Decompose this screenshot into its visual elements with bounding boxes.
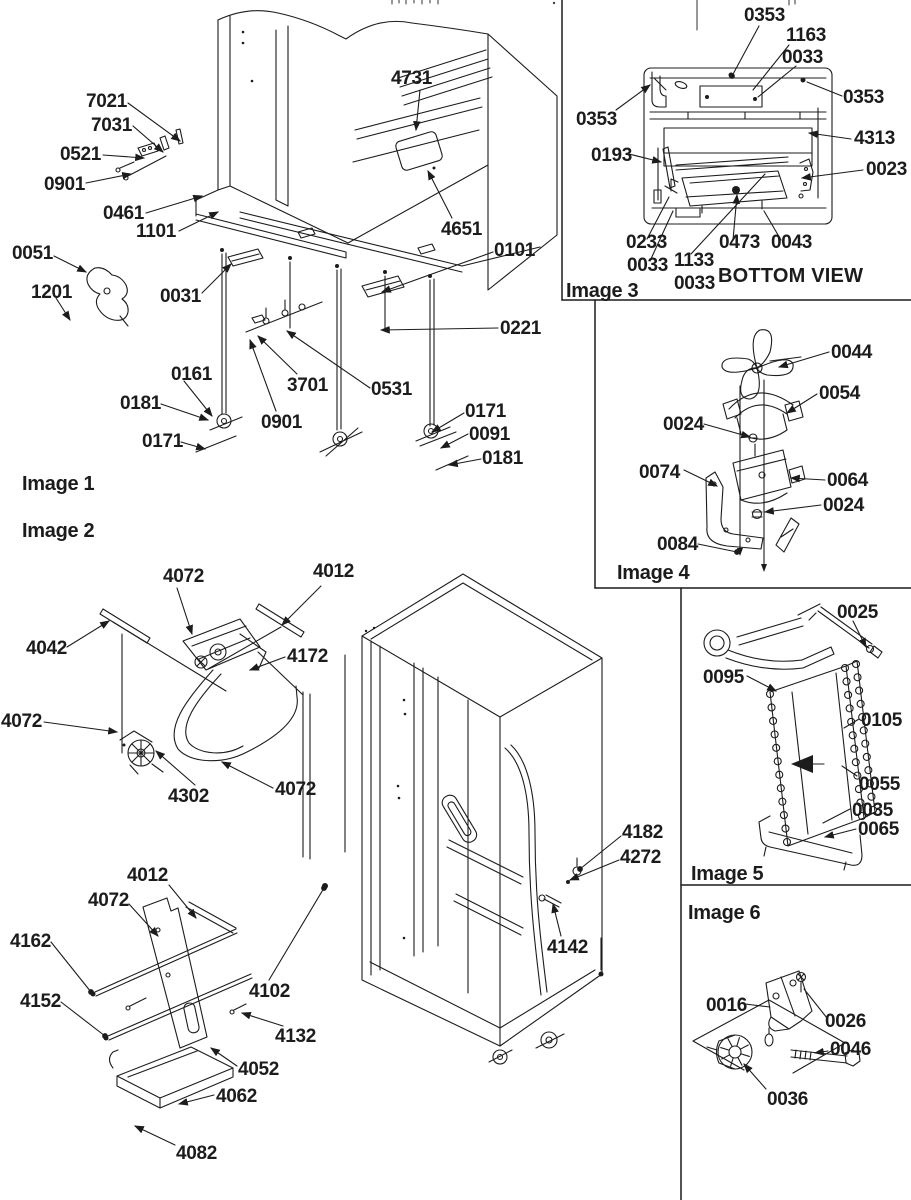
part-label: 0024 bbox=[663, 414, 705, 435]
part-label: 1201 bbox=[31, 282, 73, 303]
part-label: 0026 bbox=[825, 1011, 867, 1032]
part-label: 4102 bbox=[249, 981, 291, 1002]
part-label: 1133 bbox=[674, 250, 715, 271]
part-label: 4272 bbox=[620, 847, 662, 868]
part-label: 0035 bbox=[852, 800, 894, 821]
part-label: 4072 bbox=[163, 566, 205, 587]
part-label: 4313 bbox=[854, 128, 896, 149]
part-label: 0901 bbox=[44, 174, 86, 195]
part-label: 0033 bbox=[674, 273, 716, 294]
part-label: 4072 bbox=[275, 779, 317, 800]
image-caption: Image 6 bbox=[688, 902, 761, 924]
part-label: 1163 bbox=[786, 25, 827, 46]
part-label: 7031 bbox=[91, 115, 133, 136]
part-label: 0521 bbox=[60, 144, 102, 165]
part-label: 0065 bbox=[858, 819, 900, 840]
part-label: 4152 bbox=[20, 991, 62, 1012]
part-label: 0024 bbox=[823, 495, 865, 516]
part-label: 0084 bbox=[657, 534, 699, 555]
part-label: 4302 bbox=[168, 786, 210, 807]
part-label: 0221 bbox=[500, 318, 542, 339]
part-label: 4731 bbox=[391, 68, 433, 89]
part-label: 0181 bbox=[482, 448, 524, 469]
part-label: 0054 bbox=[819, 383, 861, 404]
part-label: 0171 bbox=[465, 401, 507, 422]
part-label: 4042 bbox=[26, 638, 68, 659]
part-label: 4072 bbox=[1, 711, 43, 732]
part-label: 0091 bbox=[469, 424, 511, 445]
part-label: 4072 bbox=[88, 890, 130, 911]
part-label: 0901 bbox=[261, 412, 303, 433]
part-label: 0025 bbox=[837, 602, 879, 623]
image-caption: Image 3 bbox=[566, 280, 639, 302]
image-caption: Image 2 bbox=[22, 520, 95, 542]
part-label: 0353 bbox=[576, 109, 618, 130]
image-caption: Image 1 bbox=[22, 473, 95, 495]
part-label: 4082 bbox=[176, 1143, 218, 1164]
part-label: 0353 bbox=[843, 87, 885, 108]
part-label: 1101 bbox=[136, 221, 177, 242]
part-label: 0051 bbox=[12, 243, 54, 264]
part-label: 0016 bbox=[706, 995, 748, 1016]
part-label: 4182 bbox=[622, 822, 664, 843]
part-label: 0181 bbox=[120, 393, 162, 414]
part-label: 4012 bbox=[127, 865, 169, 886]
part-label: 0036 bbox=[767, 1089, 809, 1110]
part-label: 4651 bbox=[441, 219, 483, 240]
part-label: 0171 bbox=[142, 431, 184, 452]
part-label: 4012 bbox=[313, 561, 355, 582]
part-label: 0161 bbox=[171, 364, 213, 385]
part-label: 7021 bbox=[86, 91, 128, 112]
image-caption: Image 5 bbox=[691, 863, 764, 885]
image-caption: Image 4 bbox=[617, 562, 690, 584]
image-caption: BOTTOM VIEW bbox=[718, 265, 864, 287]
part-label: 0064 bbox=[827, 470, 869, 491]
part-label: 0101 bbox=[494, 240, 536, 261]
part-label: 0095 bbox=[703, 667, 745, 688]
part-label: 0023 bbox=[866, 159, 908, 180]
part-label: 4172 bbox=[287, 646, 329, 667]
part-label: 0193 bbox=[591, 145, 633, 166]
part-label: 0353 bbox=[744, 5, 786, 26]
part-label: 4142 bbox=[547, 937, 589, 958]
part-label: 0105 bbox=[861, 710, 903, 731]
part-label: 0044 bbox=[831, 342, 873, 363]
part-label: 0473 bbox=[719, 232, 761, 253]
part-label: 4162 bbox=[10, 931, 52, 952]
part-label: 0033 bbox=[782, 47, 824, 68]
part-label: 4062 bbox=[216, 1086, 258, 1107]
part-label: 0074 bbox=[639, 462, 681, 483]
part-label: 0033 bbox=[627, 255, 669, 276]
part-label: 0461 bbox=[103, 203, 145, 224]
part-label: 0046 bbox=[830, 1039, 872, 1060]
part-label: 4052 bbox=[238, 1059, 280, 1080]
part-label: 0043 bbox=[771, 232, 813, 253]
part-label: 0531 bbox=[371, 379, 413, 400]
part-label: 0055 bbox=[859, 774, 901, 795]
part-label: 4132 bbox=[275, 1026, 317, 1047]
part-label: 0233 bbox=[626, 232, 668, 253]
part-label: 3701 bbox=[287, 375, 329, 396]
part-label: 0031 bbox=[160, 286, 202, 307]
